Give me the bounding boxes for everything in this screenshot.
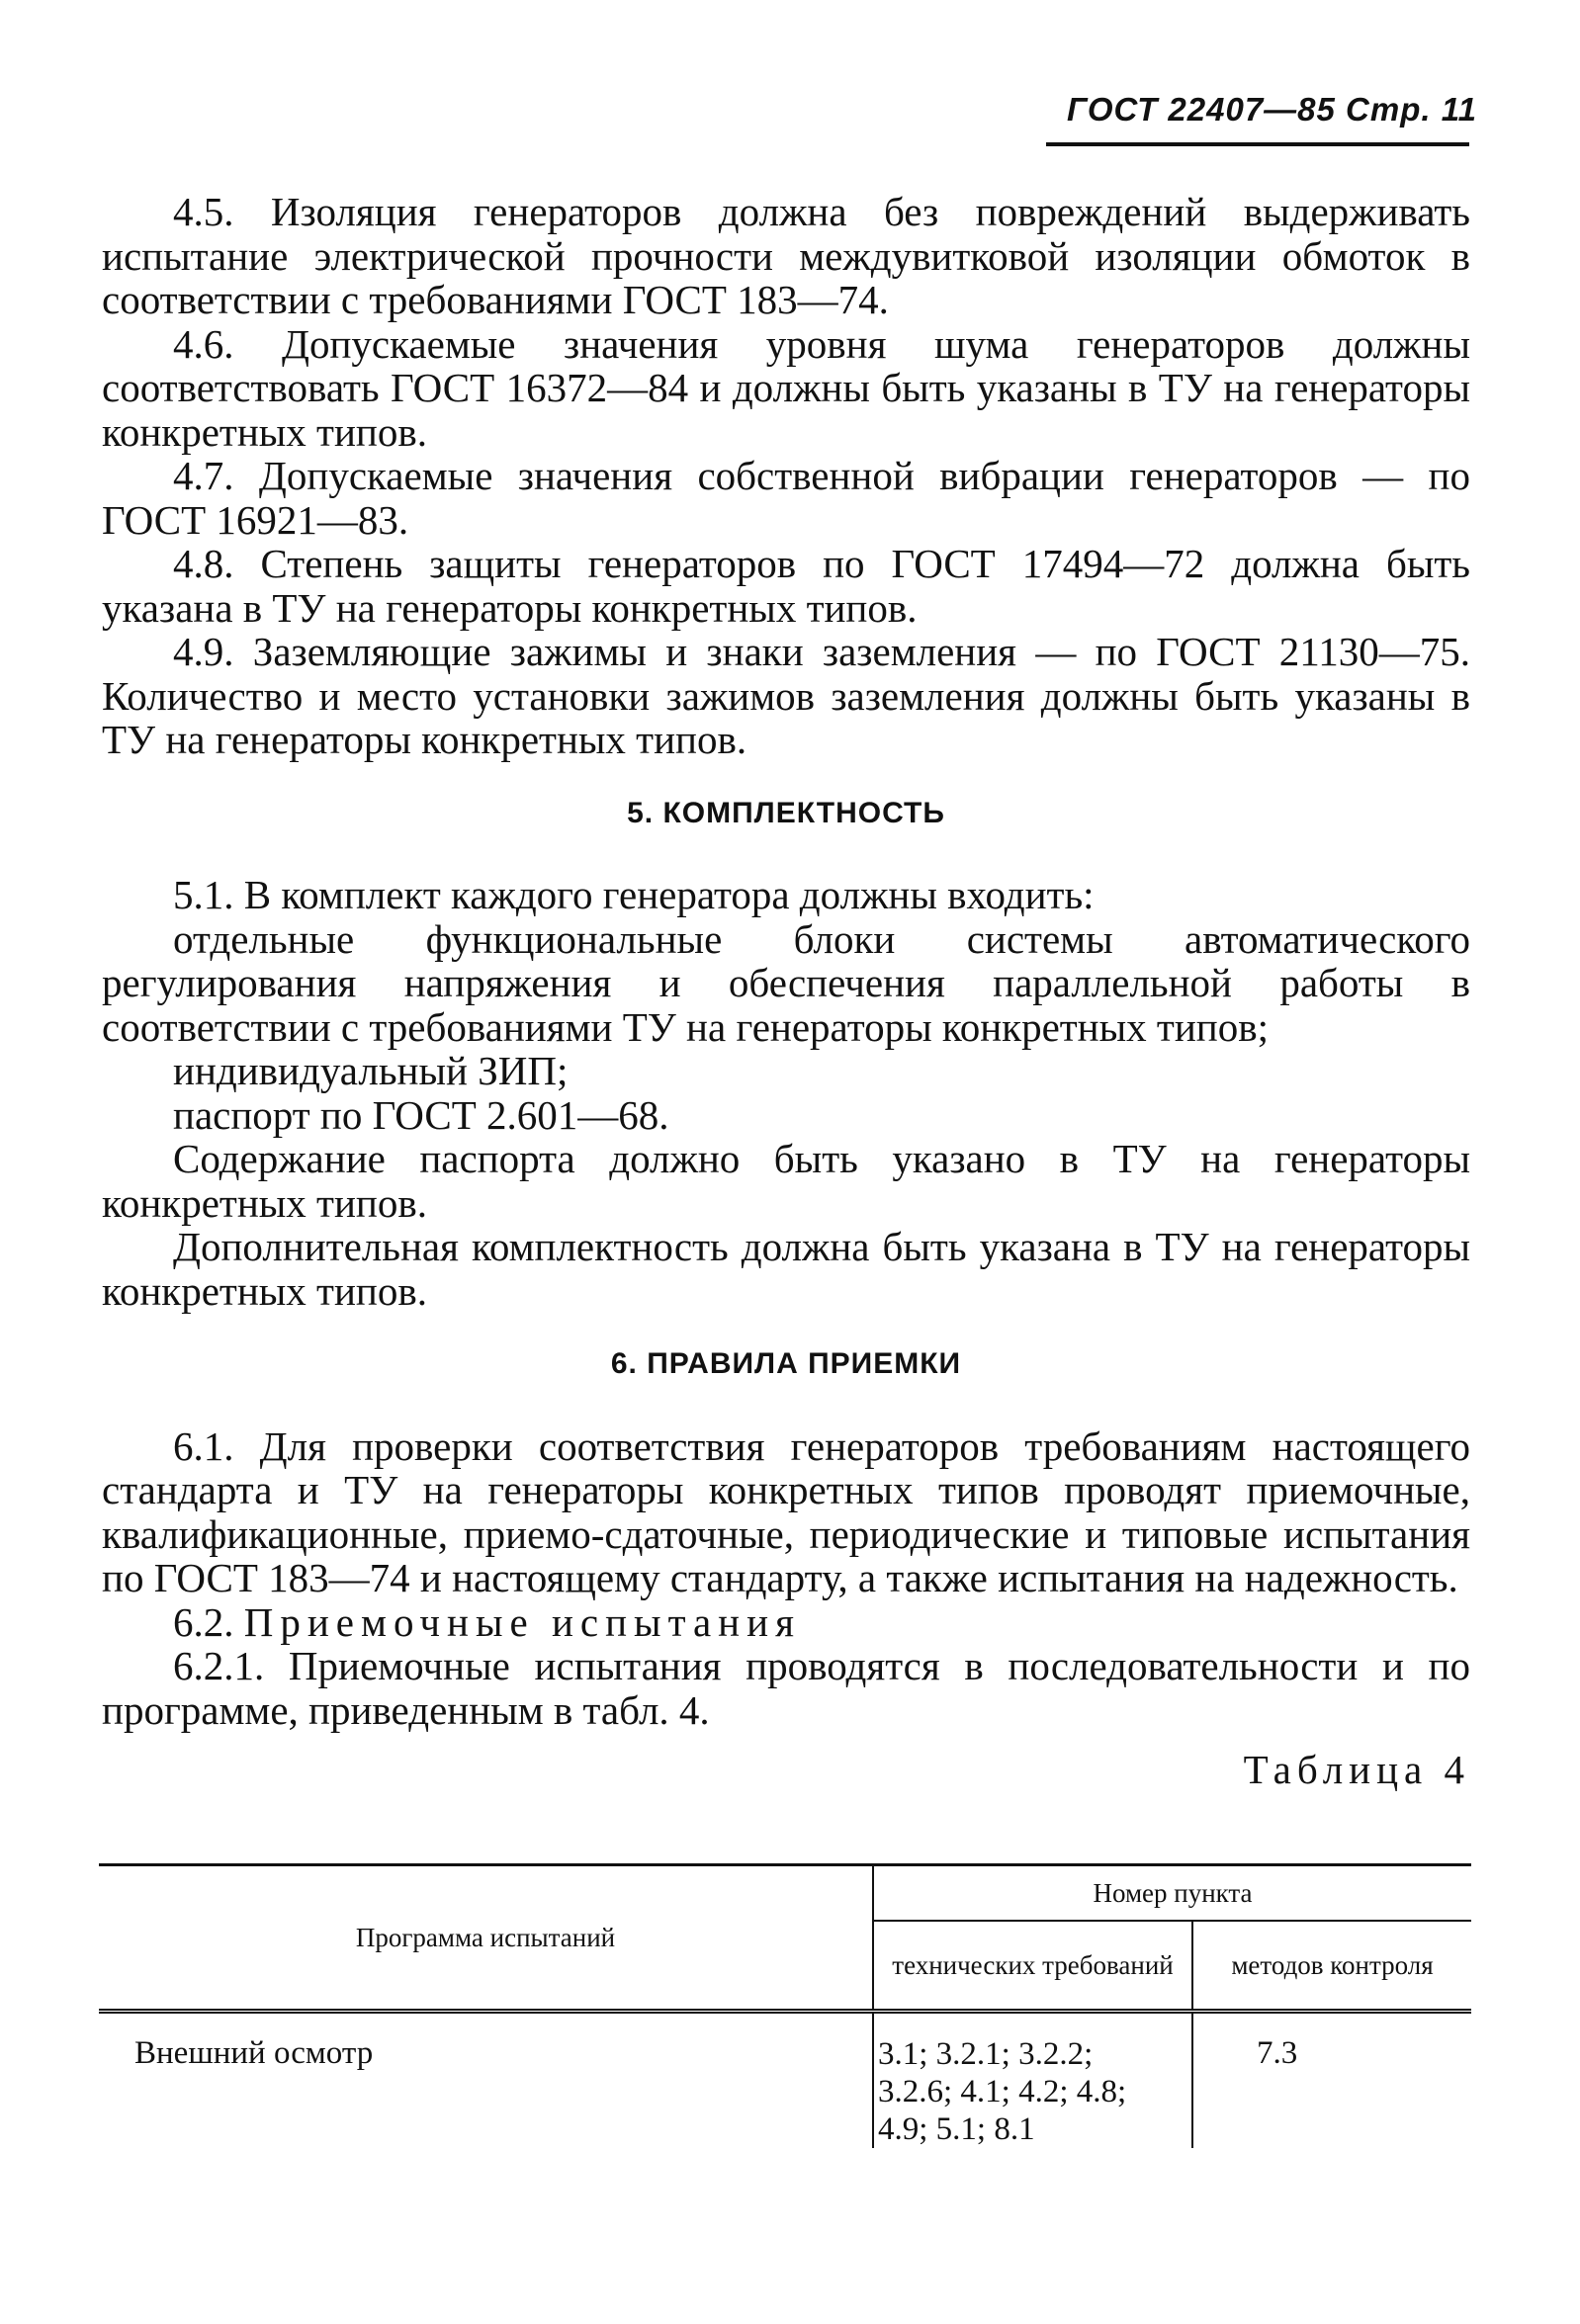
cell-program: Внешний осмотр xyxy=(134,2035,374,2071)
paragraph-6-2-1: 6.2.1. Приемочные испытания проводятся в последовательности и по программе, приведенным в табл. 4. xyxy=(102,1643,1470,1733)
additional-note: Дополнительная комплектность должна быть указана в ТУ на генераторы конкретных типов. xyxy=(102,1224,1470,1314)
header-rule xyxy=(1046,142,1469,146)
paragraph-4-7: 4.7. Допускаемые значения собственной вибрации генераторов — по ГОСТ 16921—83. xyxy=(102,453,1470,543)
paragraph-5-1: 5.1. В комплект каждого генератора должны входить: xyxy=(173,872,1095,917)
cell-tech: 3.1; 3.2.1; 3.2.2; 3.2.6; 4.1; 4.2; 4.8; 4.9; 5.1; 8.1 xyxy=(873,2012,1192,2149)
list-item: паспорт по ГОСТ 2.601—68. xyxy=(173,1091,669,1138)
document-body xyxy=(102,190,1470,1792)
paragraph-6-2 xyxy=(102,1600,1470,1645)
table-row xyxy=(99,2012,1471,2149)
table-4 xyxy=(99,1863,1471,2148)
paragraph-6-1: 6.1. Для проверки соответствия генераторов требованиям настоящего стандарта и ТУ на генераторы конкретных типов проводят приемочные, квалификационные, приемо-сдаточные, периодические и типовые испытания по ГОСТ 183—74 и настоящему стандарту, а также испытания на надежность. xyxy=(102,1422,1470,1600)
cell-methods: 7.3 xyxy=(1192,2012,1471,2149)
list-item: индивидуальный ЗИП; xyxy=(173,1048,569,1093)
paragraph-4-9: 4.9. Заземляющие зажимы и знаки заземления — по ГОСТ 21130—75. Количество и место установки зажимов заземления должны быть указаны в ТУ на генераторы конкретных типов. xyxy=(102,629,1470,762)
col-header-number: Номер пункта xyxy=(873,1865,1471,1922)
paragraph-6-2-number: 6.2. xyxy=(173,1598,234,1645)
paragraph-4-8: 4.8. Степень защиты генераторов по ГОСТ 17494—72 должна быть указана в ТУ на генераторы конкретных типов. xyxy=(102,541,1470,631)
section-5-heading: 5. КОМПЛЕКТНОСТЬ xyxy=(627,796,945,829)
section-6-heading: 6. ПРАВИЛА ПРИЕМКИ xyxy=(610,1347,962,1380)
paragraph-4-5: 4.5. Изоляция генераторов должна без повреждений выдерживать испытание электрической прочности междувитковой изоляции обмоток в соответствии с требованиями ГОСТ 183—74. xyxy=(102,189,1470,322)
col-header-program: Программа испытаний xyxy=(99,1865,873,2012)
list-item: отдельные функциональные блоки системы автоматического регулирования напряжения и обеспечения параллельной работы в соответствии с требованиями ТУ на генераторы конкретных типов; xyxy=(102,915,1470,1050)
page-header: ГОСТ 22407—85 Стр. 11 xyxy=(1067,91,1477,128)
col-header-tech: технических требований xyxy=(873,1921,1192,2012)
paragraph-6-2-title: Приемочные испытания xyxy=(243,1598,801,1645)
passport-note: Содержание паспорта должно быть указано в ТУ на генераторы конкретных типов. xyxy=(102,1136,1470,1226)
paragraph-4-6: 4.6. Допускаемые значения уровня шума генераторов должны соответствовать ГОСТ 16372—84 и должны быть указаны в ТУ на генераторы конкретных типов. xyxy=(102,320,1470,455)
col-header-methods: методов контроля xyxy=(1192,1921,1471,2012)
table-4-title: Таблица 4 xyxy=(1243,1747,1470,1792)
